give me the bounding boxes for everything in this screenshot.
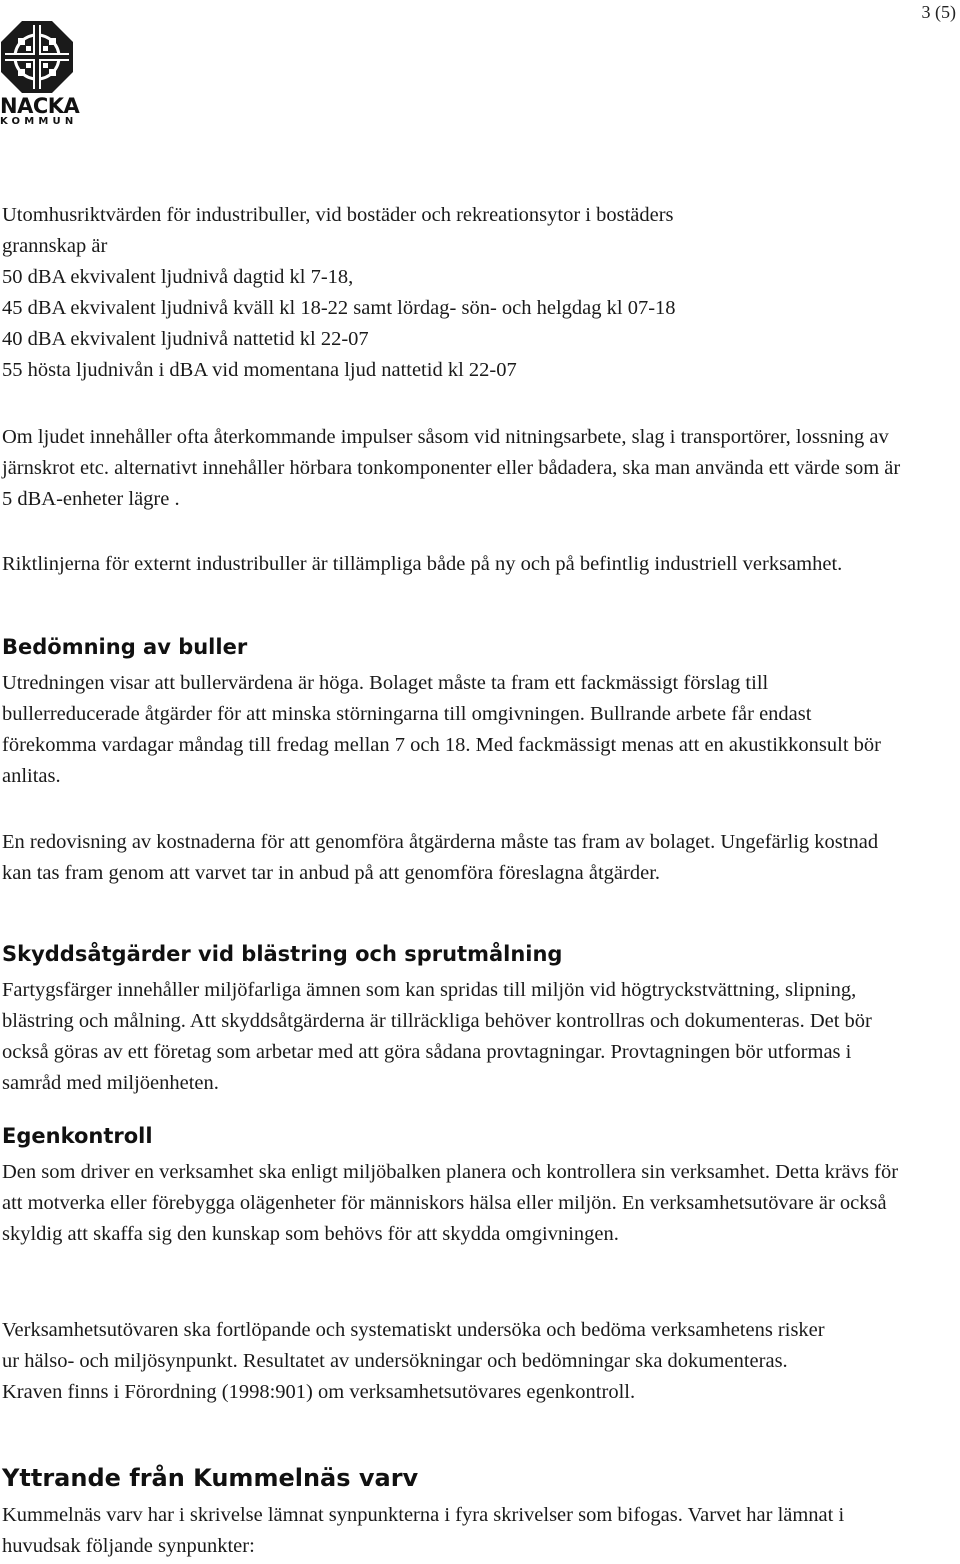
nacka-emblem-icon bbox=[0, 20, 74, 94]
heading-self-control: Egenkontroll bbox=[2, 1124, 153, 1148]
nacka-kommun-logo bbox=[0, 20, 80, 128]
statement-paragraph: Kummelnäs varv har i skrivelse lämnat synpunkterna i fyra skrivelser som bifogas. Varvet har lämnat i huvudsak följande synpunkter: bbox=[2, 1504, 845, 1557]
selfcontrol-paragraph-2: Verksamhetsutövaren ska fortlöpande och systematiskt undersöka och bedöma verksamhetens risker ur hälso- och miljösynpunkt. Resultatet av undersökningar och bedömningar ska dokumenteras. Kraven finns i Förordning (1998:901) om verksamhetsutövares egenkontroll. bbox=[2, 1319, 825, 1403]
limits-line: 50 dBA ekvivalent ljudnivå dagtid kl 7-18, bbox=[2, 266, 354, 288]
limits-line: 40 dBA ekvivalent ljudnivå nattetid kl 22-07 bbox=[2, 328, 369, 350]
limits-line: 45 dBA ekvivalent ljudnivå kväll kl 18-22 samt lördag- sön- och helgdag kl 07-18 bbox=[2, 297, 676, 319]
protection-paragraph: Fartygsfärger innehåller miljöfarliga ämnen som kan spridas till miljön vid högtryckstvättning, slipning, blästring och målning. Att skyddsåtgärderna är tillräckliga behöver kontrollras och dokumenteras. Det bör också göras av ett företag som arbetar med att göra sådana provtagningar. Provtagningen bör utformas i samråd med miljöenheten. bbox=[2, 979, 872, 1094]
selfcontrol-paragraph-1: Den som driver en verksamhet ska enligt miljöbalken planera och kontrollera sin verksamhet. Detta krävs för att motverka eller förebygga olägenheter för människors hälsa eller miljön. En verksamhetsutövare är också skyldig att skaffa sig den kunskap som behövs för att skydda omgivningen. bbox=[2, 1161, 899, 1245]
guidelines-paragraph: Riktlinjerna för externt industribuller är tillämpliga både på ny och på befintlig industriell verksamhet. bbox=[2, 553, 843, 575]
limits-line: Utomhusriktvärden för industribuller, vid bostäder och rekreationsytor i bostäders bbox=[2, 204, 674, 226]
heading-protective-measures: Skyddsåtgärder vid blästring och sprutmålning bbox=[2, 942, 563, 966]
logo-wordmark: NACKA bbox=[0, 94, 80, 118]
cost-paragraph: En redovisning av kostnaderna för att genomföra åtgärderna måste tas fram av bolaget. Ungefärlig kostnad kan tas fram genom att varvet tar in anbud på att genomföra föreslagna åtgärder. bbox=[2, 831, 879, 884]
noise-paragraph: Utredningen visar att bullervärdena är höga. Bolaget måste ta fram ett fackmässigt förslag till bullerreducerade åtgärder för att minska störningarna till omgivningen. Bullrande arbete får endast förekomma vardagar måndag till fredag mellan 7 och 18. Med fackmässigt menas att en akustikkonsult bör anlitas. bbox=[2, 672, 881, 787]
impulse-paragraph: Om ljudet innehåller ofta återkommande impulser såsom vid nitningsarbete, slag i transportörer, lossning av järnskrot etc. alternativt innehåller hörbara tonkomponenter eller bådadera, ska man använda ett värde som är 5 dBA-enheter lägre . bbox=[2, 426, 901, 510]
page-number: 3 (5) bbox=[921, 2, 956, 22]
limits-line: 55 hösta ljudnivån i dBA vid momentana ljud nattetid kl 22-07 bbox=[2, 359, 517, 381]
heading-noise-assessment: Bedömning av buller bbox=[2, 635, 248, 659]
heading-statement: Yttrande från Kummelnäs varv bbox=[2, 1464, 419, 1492]
logo-subtitle: KOMMUN bbox=[0, 116, 78, 127]
limits-line: grannskap är bbox=[2, 235, 108, 257]
noise-limits-list bbox=[2, 200, 952, 386]
